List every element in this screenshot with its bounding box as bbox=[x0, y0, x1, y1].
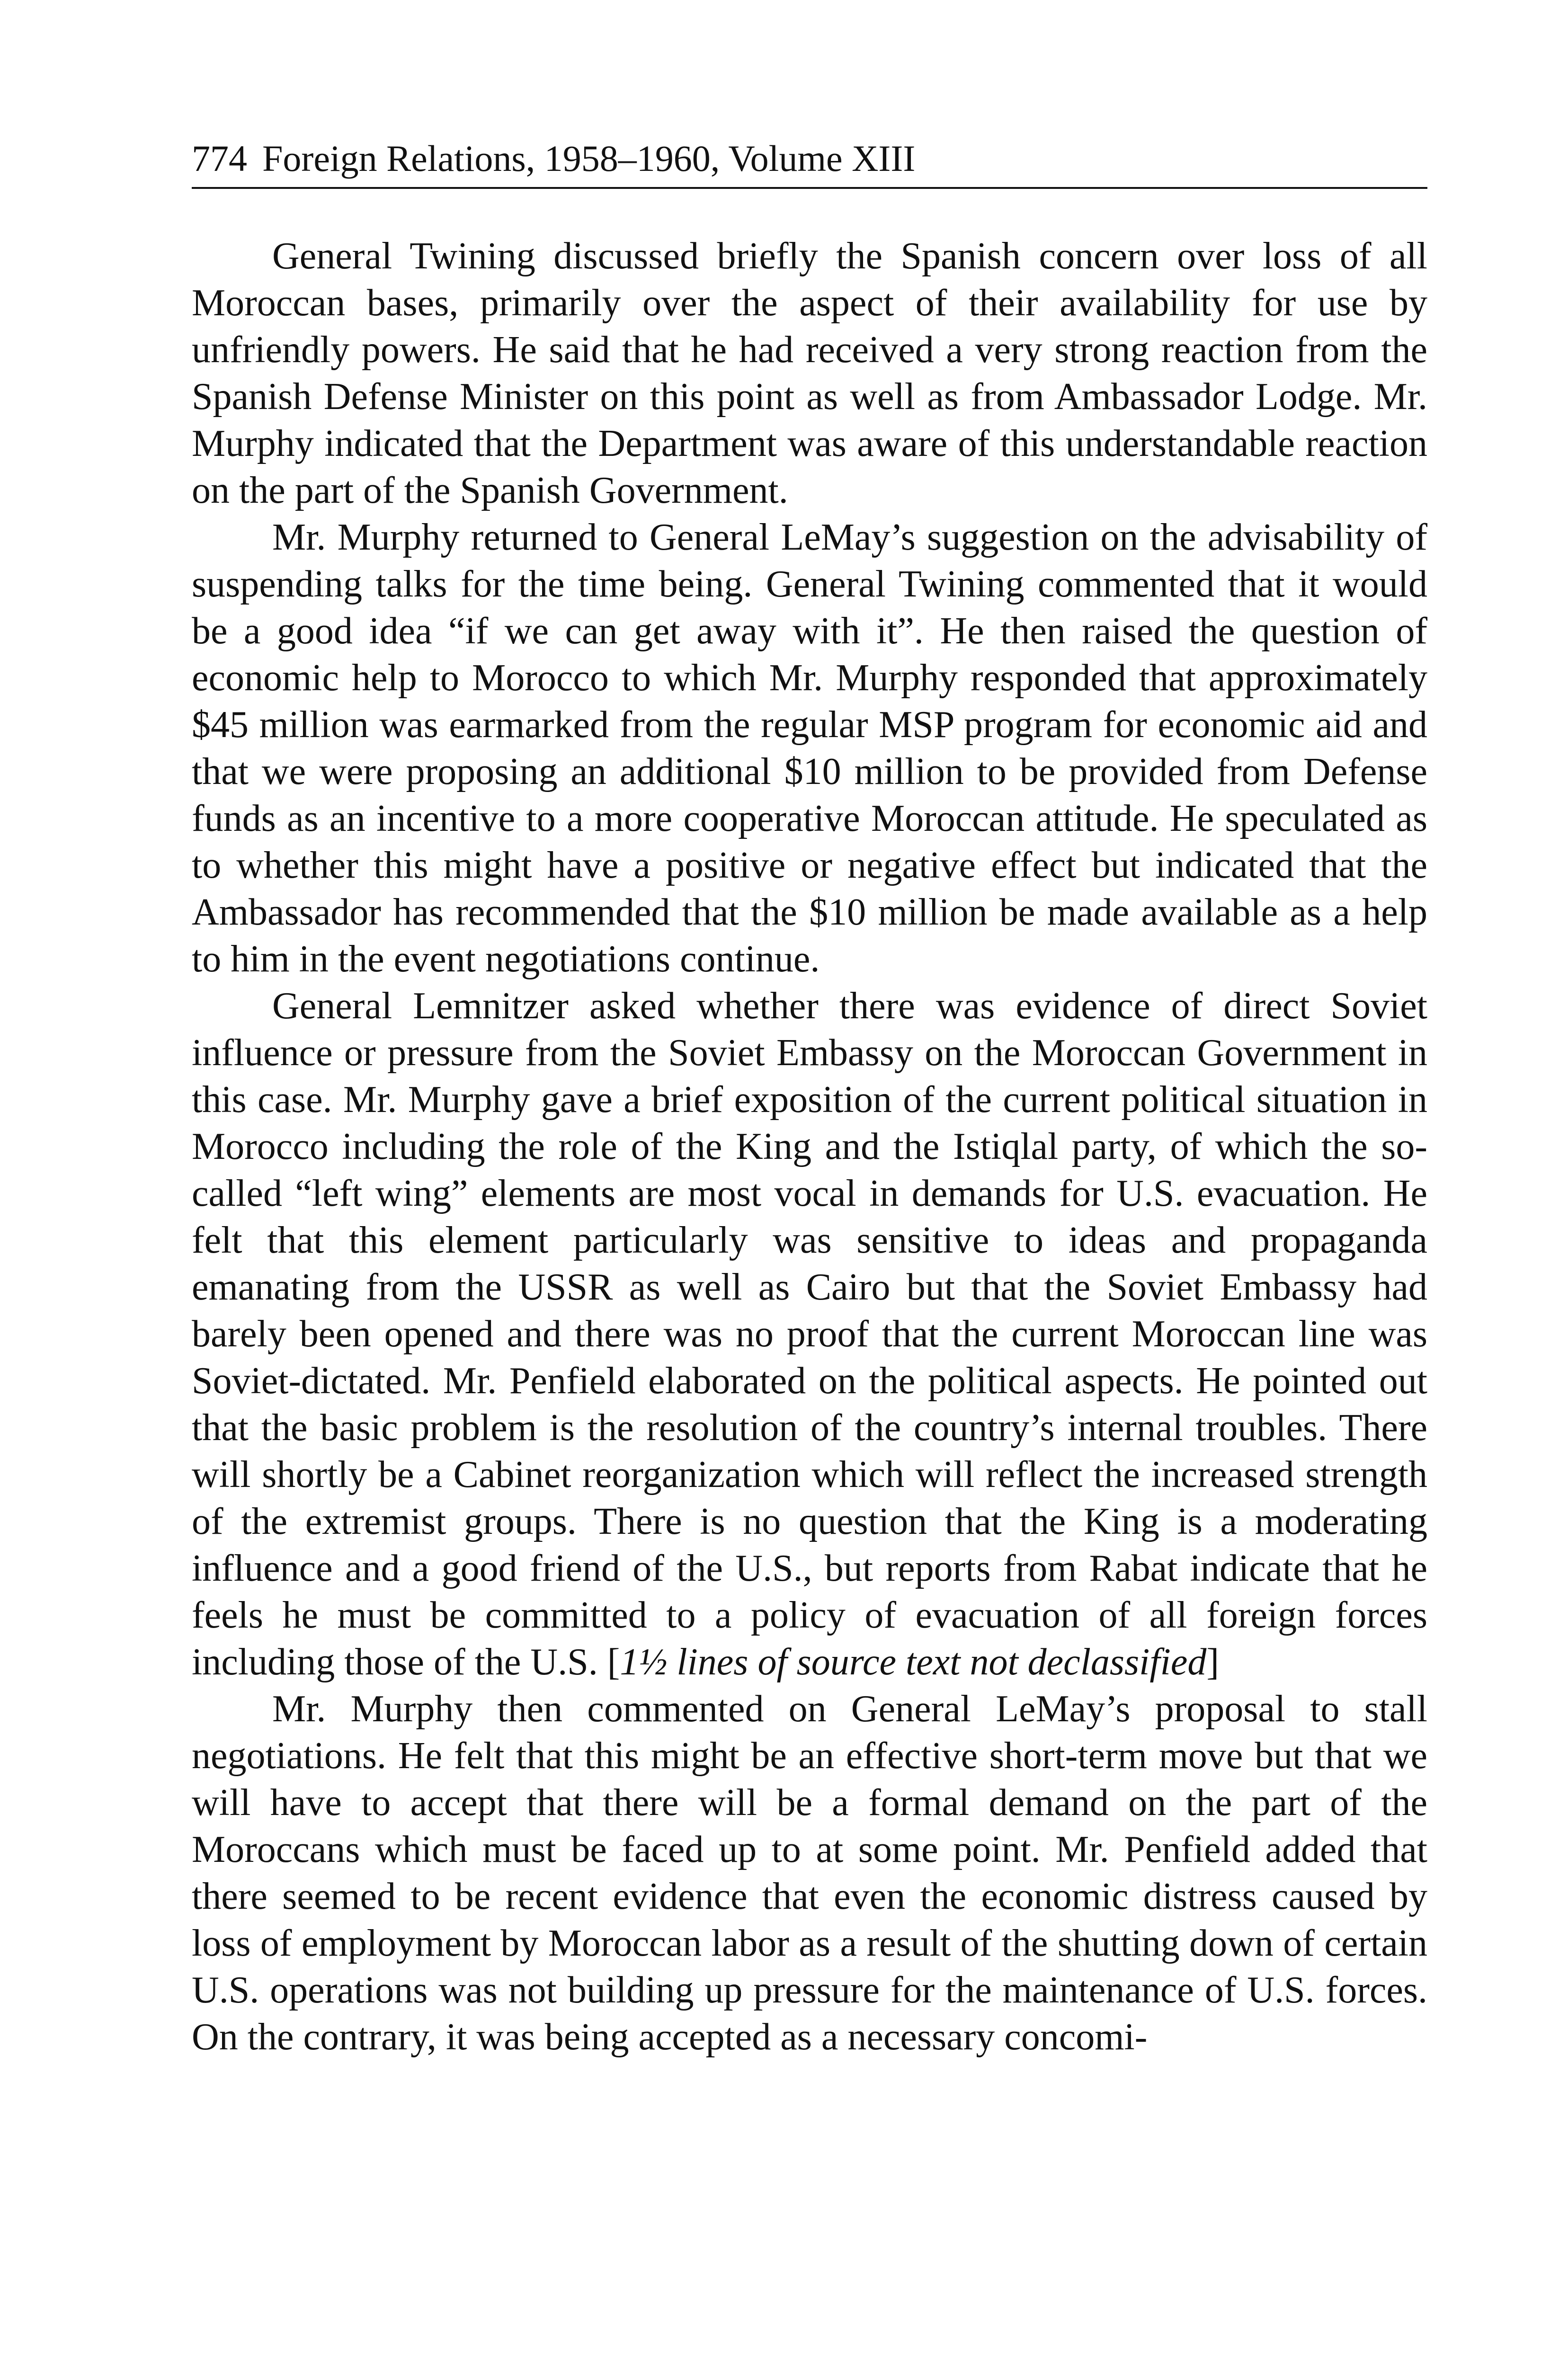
paragraph-4: Mr. Murphy then commented on General LeMay’s proposal to stall negotiations. He felt that this might be an effective short-term move but that we will have to accept that there will be a formal demand on the part of the Moroccans which must be faced up to at some point. Mr. Penfield added that there seemed to be recent evidence that even the economic distress caused by loss of employment by Moroccan labor as a result of the shutting down of certain U.S. operations was not building up pressure for the maintenance of U.S. forces. On the contrary, it was being accepted as a necessary concomi- bbox=[192, 1688, 1427, 2058]
paragraph-1: General Twining discussed briefly the Spanish concern over loss of all Moroccan bases, primarily over the aspect of their availability for use by unfriendly powers. He said that he had received a very strong reaction from the Spanish Defense Minister on this point as well as from Ambassador Lodge. Mr. Murphy indicated that the Department was aware of this understandable reaction on the part of the Spanish Government. bbox=[192, 235, 1427, 511]
paragraph-3-main-text: General Lemnitzer asked whether there was evidence of direct Soviet influence or pressure from the Soviet Embassy on the Moroccan Government in this case. Mr. Murphy gave a brief exposition of the current political situation in Morocco including the role of the King and the Istiqlal party, of which the so-called “left wing” elements are most vocal in demands for U.S. evacuation. He felt that this element particularly was sensitive to ideas and propaganda emanating from the USSR as well as Cairo but that the Soviet Embassy had barely been opened and there was no proof that the current Moroccan line was Soviet-dictated. Mr. Penfield elaborated on the political aspects. He pointed out that the basic problem is the resolution of the country’s internal troubles. There will shortly be a Cabinet reorganization which will reflect the increased strength of the extremist groups. There is no question that the King is a moderating influence and a good friend of the U.S., but reports from Rabat indicate that he feels he must be committed to a policy of evacuation of all foreign forces including those of the U.S. [ bbox=[192, 985, 1427, 1683]
declassification-note-close-bracket: ] bbox=[1206, 1641, 1220, 1683]
publication-title: Foreign Relations, 1958–1960, Volume XIII bbox=[262, 138, 916, 179]
paragraph-3 bbox=[192, 983, 1427, 1686]
declassification-note: 1½ lines of source text not declassified bbox=[620, 1641, 1207, 1683]
document-body bbox=[192, 233, 1427, 2061]
paragraph-2: Mr. Murphy returned to General LeMay’s suggestion on the advisability of suspending talks for the time being. General Twining commented that it would be a good idea “if we can get away with it”. He then raised the question of economic help to Morocco to which Mr. Murphy responded that approximately $45 million was earmarked from the regular MSP program for economic aid and that we were proposing an additional $10 million to be provided from Defense funds as an incentive to a more cooperative Moroccan attitude. He speculated as to whether this might have a positive or negative effect but indicated that the Ambassador has recommended that the $10 million be made available as a help to him in the event negotiations continue. bbox=[192, 516, 1427, 980]
page-number: 774 bbox=[192, 138, 247, 179]
running-head bbox=[192, 135, 1427, 182]
header-rule bbox=[192, 187, 1427, 189]
